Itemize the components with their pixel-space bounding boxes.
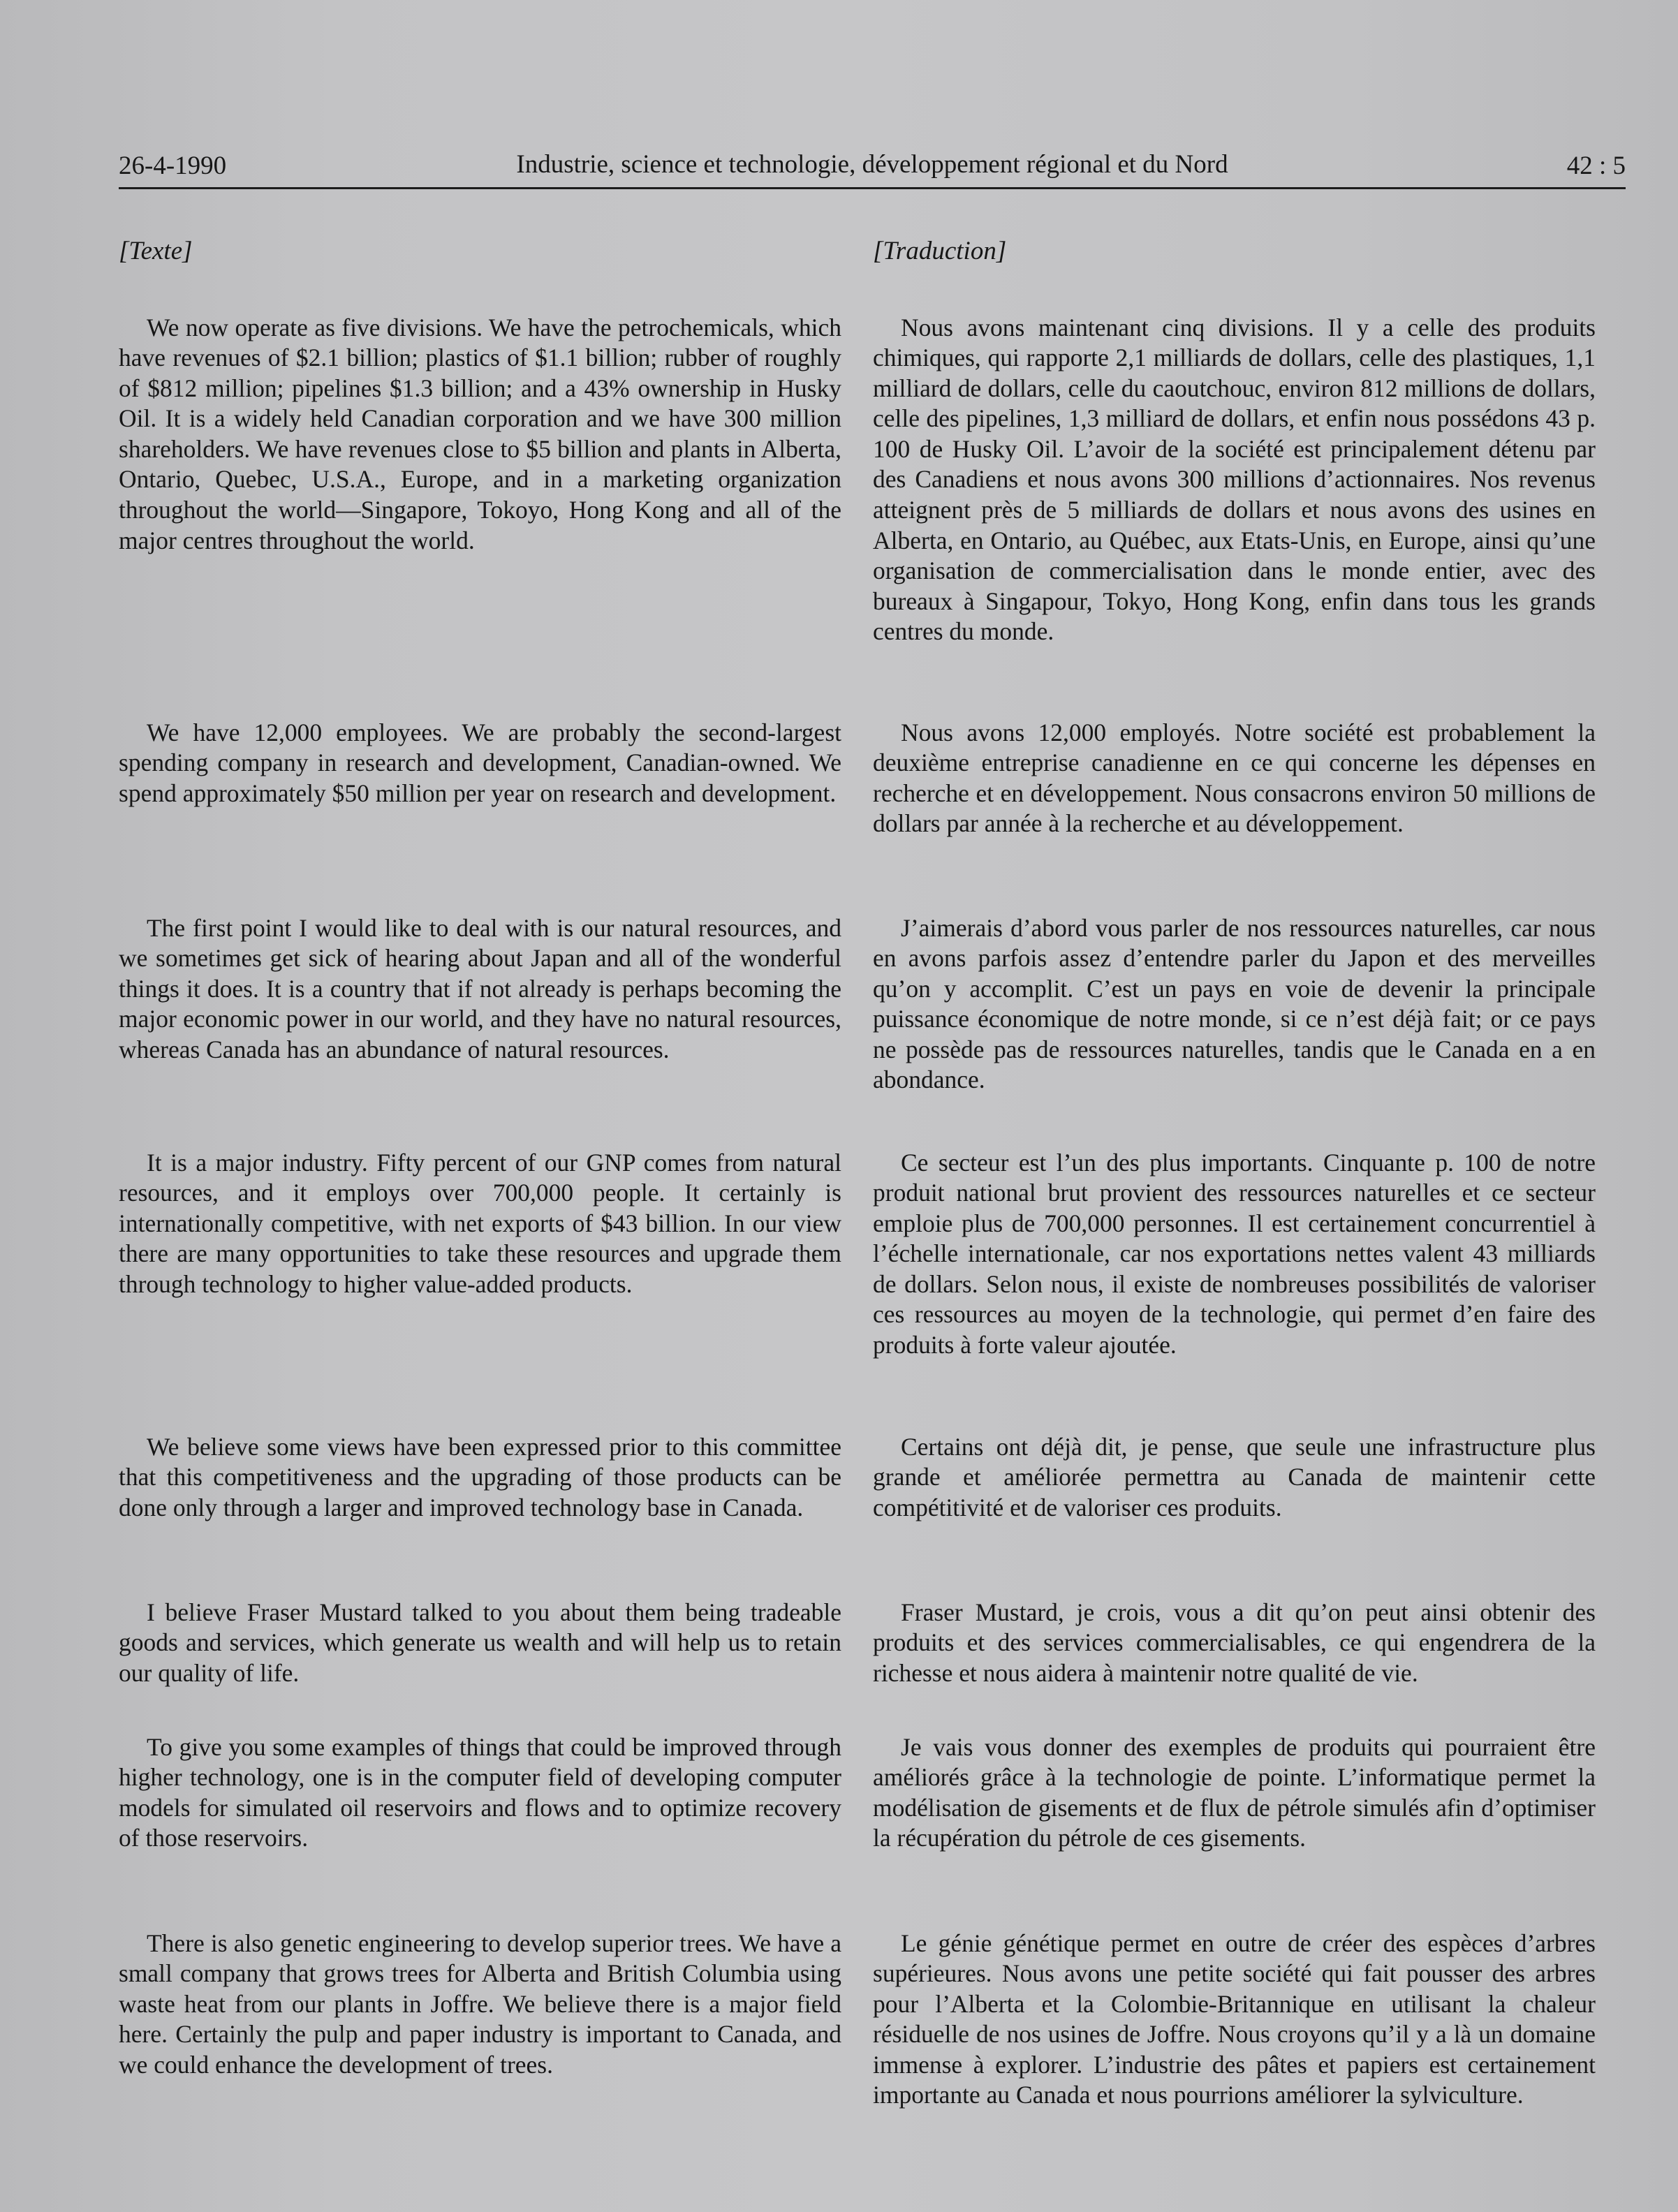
paragraph-en-4: It is a major industry. Fifty percent of our GNP comes from natural resources, and it employs over 700,000 people. It certainly is internationally competitive, with net exports of $43 billion. In our view there are many opportunities to take these resources and upgrade them through technology to higher value-added products. [119,1148,841,1298]
column-heading-text: [Texte] [119,237,193,265]
paragraph-en-2: We have 12,000 employees. We are probably the second-largest spending company in research and development, Canadian-owned. We spend approximately $50 million per year on research and development. [119,718,841,807]
paragraph-fr-7: Je vais vous donner des exemples de produits qui pourraient être améliorés grâce à la technologie de pointe. L’informatique permet la modélisation de gisements et de flux de pétrole simulés afin d’optimiser la récupération du pétrole de ces gisements. [873,1732,1596,1852]
column-heading-translation: [Traduction] [873,237,1007,265]
paragraph-en-8: There is also genetic engineering to develop superior trees. We have a small company that grows trees for Alberta and British Columbia using waste heat from our plants in Joffre. We believe there is a major field here. Certainly the pulp and paper industry is important to Canada, and we could enhance the development of trees. [119,1929,841,2079]
paragraph-fr-1: Nous avons maintenant cinq divisions. Il y a celle des produits chimiques, qui rapporte 2,1 milliards de dollars, celle des plastiques, 1,1 milliard de dollars, celle du caoutchouc, environ 812 millions de dollars, celle des pipelines, 1,3 milliard de dollars, et enfin nous possédons 43 p. 100 de Husky Oil. L’avoir de la société est principalement détenu par des Canadiens et nous avons 300 millions d’actionnaires. Nos revenus atteignent près de 5 milliards de dollars et nous avons des usines en Alberta, en Ontario, au Québec, aux Etats-Unis, en Europe, ainsi qu’une organisation de commercialisation dans le monde entier, avec des bureaux à Singapour, Tokyo, Hong Kong, enfin dans tous les grands centres du monde. [873,313,1596,646]
paragraph-fr-5: Certains ont déjà dit, je pense, que seule une infrastructure plus grande et améliorée permettra au Canada de maintenir cette compétitivité et de valoriser ces produits. [873,1432,1596,1521]
paragraph-fr-4: Ce secteur est l’un des plus importants. Cinquante p. 100 de notre produit national brut provient des ressources naturelles et ce secteur emploie plus de 700,000 personnes. Il est certainement concurrentiel à l’échelle internationale, car nos exportations nettes valent 43 milliards de dollars. Selon nous, il existe de nombreuses possibilités de valoriser ces ressources au moyen de la technologie, qui permet d’en faire des produits à forte valeur ajoutée. [873,1148,1596,1359]
paragraph-en-7: To give you some examples of things that could be improved through higher technology, one is in the computer field of developing computer models for simulated oil reservoirs and flows and to optimize recovery of those reservoirs. [119,1732,841,1852]
paragraph-en-5: We believe some views have been expressed prior to this committee that this competitiveness and the upgrading of those products can be done only through a larger and improved technology base in Canada. [119,1432,841,1521]
french-column [873,237,1596,2109]
page-number: 42 : 5 [1566,152,1626,180]
paragraph-fr-2: Nous avons 12,000 employés. Notre société est probablement la deuxième entreprise canadienne en ce qui concerne les dépenses en recherche et en développement. Nous consacrons environ 50 millions de dollars par année à la recherche et au développement. [873,718,1596,838]
header-date: 26-4-1990 [119,152,227,180]
paragraph-en-3: The first point I would like to deal with is our natural resources, and we sometimes get sick of hearing about Japan and all of the wonderful things it does. It is a country that if not already is perhaps becoming the major economic power in our world, and they have no natural resources, whereas Canada has an abundance of natural resources. [119,913,841,1063]
paragraph-fr-6: Fraser Mustard, je crois, vous a dit qu’on peut ainsi obtenir des produits et des services commercialisables, ce qui engendrera de la richesse et nous aidera à maintenir notre qualité de vie. [873,1598,1596,1687]
english-column [119,237,841,2079]
paragraph-en-6: I believe Fraser Mustard talked to you about them being tradeable goods and services, which generate us wealth and will help us to retain our quality of life. [119,1598,841,1687]
paragraph-fr-3: J’aimerais d’abord vous parler de nos ressources naturelles, car nous en avons parfois assez d’entendre parler du Japon et des merveilles qu’on y accomplit. C’est un pays en voie de devenir la principale puissance économique de notre monde, si ce n’est déjà fait; or ce pays ne possède pas de ressources naturelles, tandis que le Canada en a en abondance. [873,913,1596,1094]
header-title: Industrie, science et technologie, développement régional et du Nord [516,150,1228,179]
paragraph-en-1: We now operate as five divisions. We have the petrochemicals, which have revenues of $2.1 billion; plastics of $1.1 billion; rubber of roughly of $812 million; pipelines $1.3 billion; and a 43% ownership in Husky Oil. It is a widely held Canadian corporation and we have 300 million shareholders. We have revenues close to $5 billion and plants in Alberta, Ontario, Quebec, U.S.A., Europe, and in a marketing organization throughout the world—Singapore, Tokoyo, Hong Kong and all of the major centres throughout the world. [119,313,841,554]
running-header [119,143,1626,186]
header-rule [119,187,1626,189]
paragraph-fr-8: Le génie génétique permet en outre de créer des espèces d’arbres supérieures. Nous avons une petite société qui fait pousser des arbres pour l’Alberta et la Colombie-Britannique en utilisant la chaleur résiduelle de nos usines de Joffre. Nous croyons qu’il y a là un domaine immense à explorer. L’industrie des pâtes et papiers est certainement importante au Canada et nous pourrions améliorer la sylviculture. [873,1929,1596,2109]
